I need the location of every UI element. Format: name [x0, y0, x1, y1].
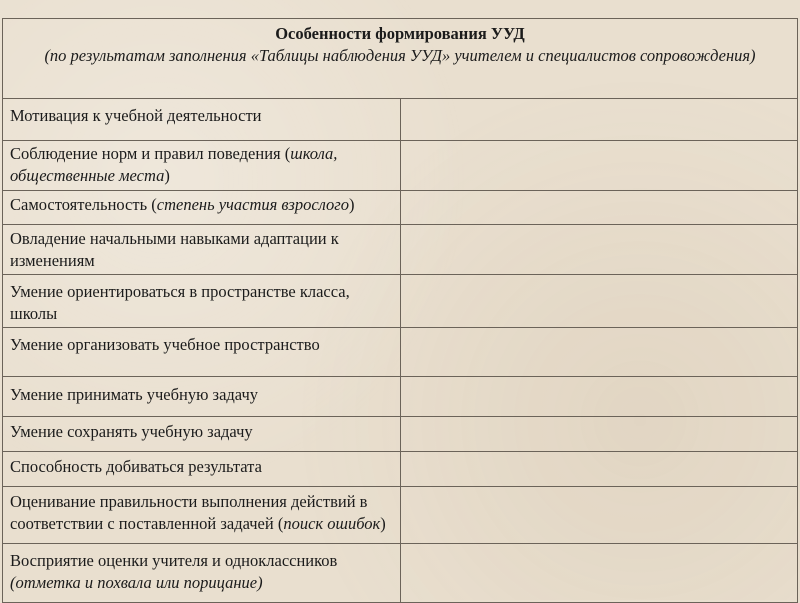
- table-header-row: [3, 19, 798, 99]
- table-header-cell: [3, 19, 798, 99]
- value-cell: [400, 275, 798, 328]
- criterion-note: степень участия взрослого: [156, 195, 349, 214]
- table-row: [3, 225, 798, 275]
- value-cell: [400, 225, 798, 275]
- table-row: [3, 141, 798, 191]
- value-cell: [400, 99, 798, 141]
- criterion-cell: Умение принимать учебную задачу: [3, 377, 401, 417]
- criterion-cell: Овладение начальными навыками адаптации к изменениям: [3, 225, 401, 275]
- criterion-cell: Умение сохранять учебную задачу: [3, 417, 401, 452]
- value-cell: [400, 544, 798, 603]
- value-cell: [400, 452, 798, 487]
- table-row: [3, 191, 798, 225]
- value-cell: [400, 417, 798, 452]
- criterion-cell: Умение ориентироваться в пространстве класса, школы: [3, 275, 401, 328]
- criterion-cell: Умение организовать учебное пространство: [3, 328, 401, 377]
- table-title: Особенности формирования УУД: [275, 24, 525, 43]
- uud-observation-table: [2, 18, 798, 603]
- value-cell: [400, 377, 798, 417]
- value-cell: [400, 328, 798, 377]
- criterion-cell: Способность добиваться результата: [3, 452, 401, 487]
- value-cell: [400, 141, 798, 191]
- criterion-cell: Оценивание правильности выполнения действий в соответствии с поставленной задачей (поиск ошибок): [3, 487, 401, 544]
- table-subtitle: (по результатам заполнения «Таблицы наблюдения УУД» учителем и специалистов сопровождения): [44, 46, 756, 65]
- criterion-note: школа, общественные места: [10, 144, 338, 185]
- criterion-cell: Мотивация к учебной деятельности: [3, 99, 401, 141]
- table-row: [3, 328, 798, 377]
- table-row: [3, 417, 798, 452]
- value-cell: [400, 487, 798, 544]
- value-cell: [400, 191, 798, 225]
- criterion-note: (отметка и похвала или порицание): [10, 573, 263, 592]
- table-row: [3, 99, 798, 141]
- criterion-cell: Восприятие оценки учителя и одноклассников (отметка и похвала или порицание): [3, 544, 401, 603]
- criterion-note: поиск ошибок: [283, 514, 381, 533]
- table-row: [3, 487, 798, 544]
- table-row: [3, 377, 798, 417]
- table-row: [3, 452, 798, 487]
- table-row: [3, 275, 798, 328]
- table-row: [3, 544, 798, 603]
- criterion-cell: Самостоятельность (степень участия взрослого): [3, 191, 401, 225]
- criterion-cell: Соблюдение норм и правил поведения (школа, общественные места): [3, 141, 401, 191]
